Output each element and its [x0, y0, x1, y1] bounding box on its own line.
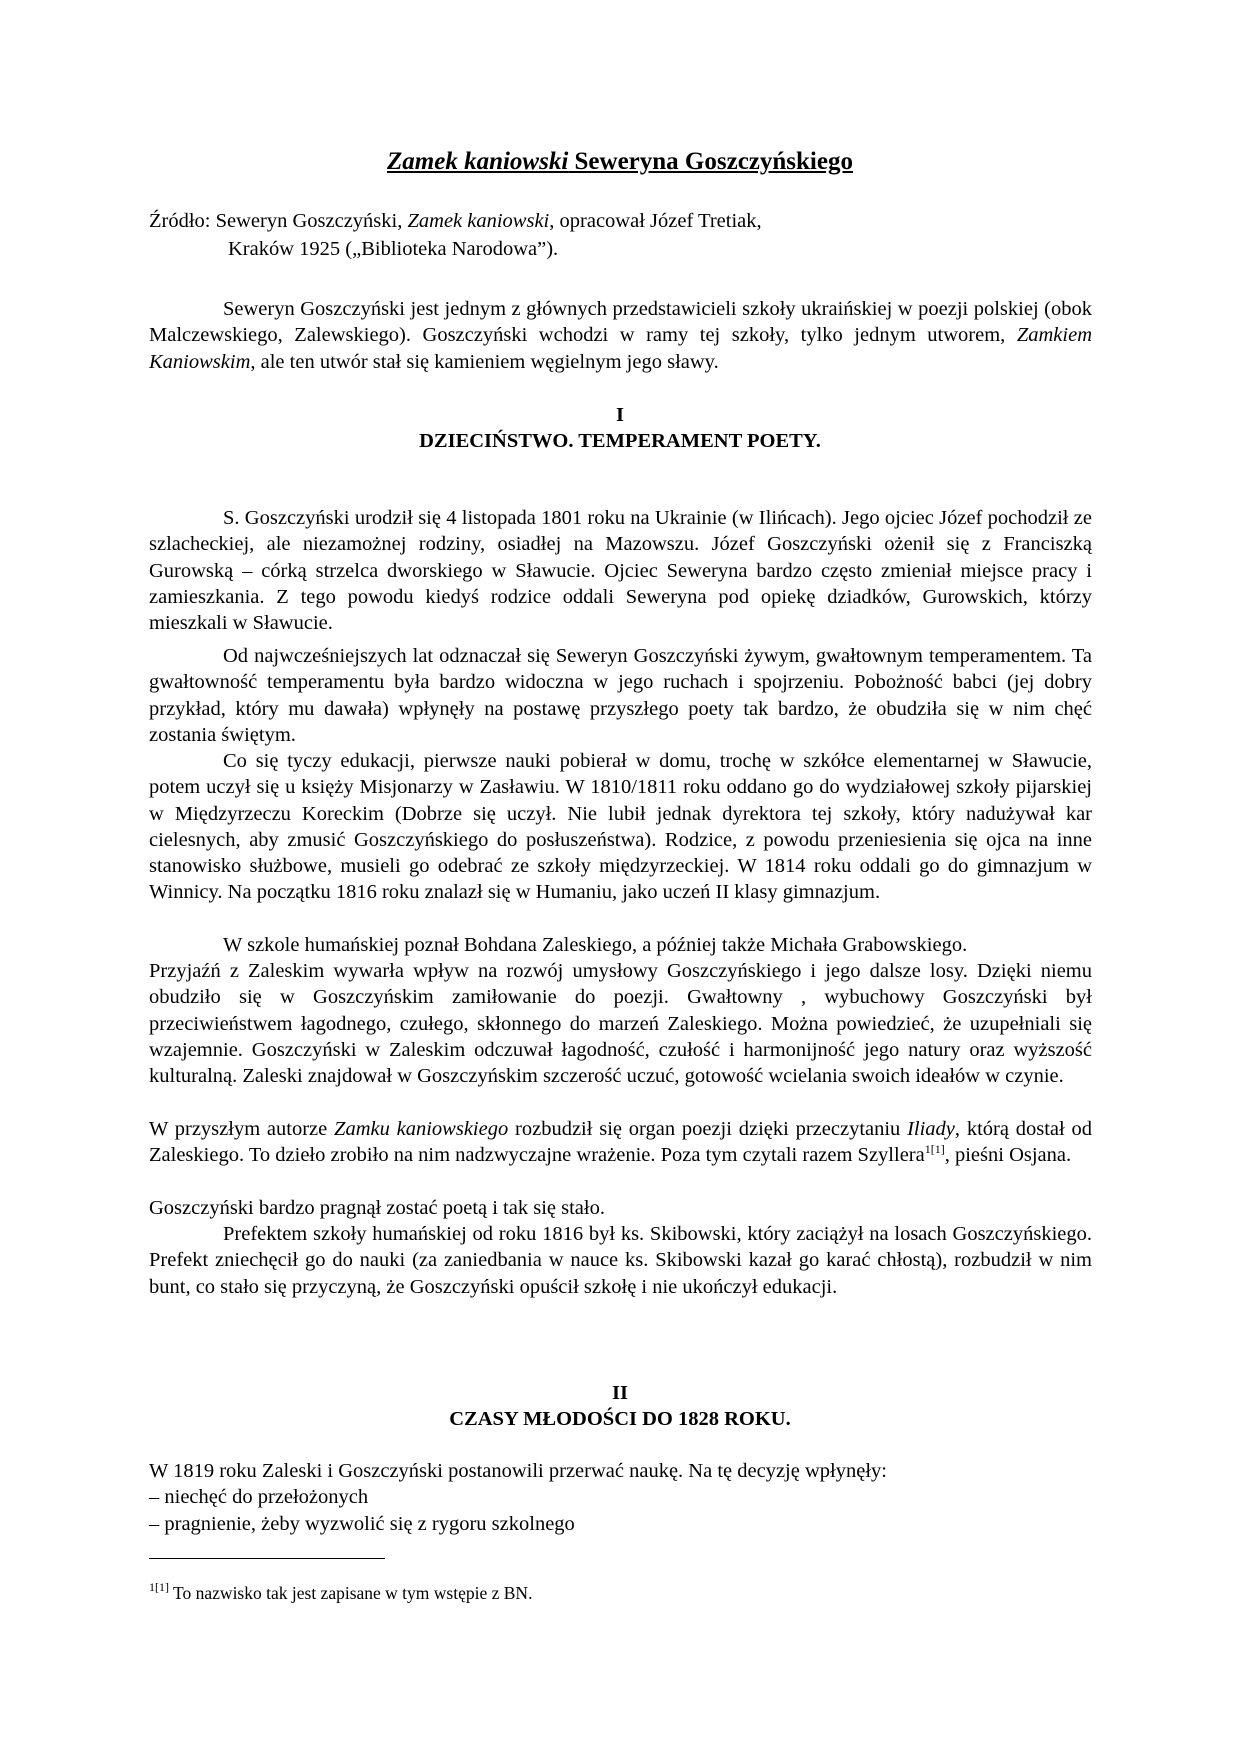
- source-line-2: Kraków 1925 („Biblioteka Narodowa”).: [228, 238, 559, 260]
- intro-text-a: Seweryn Goszczyński jest jednym z głównych przedstawicieli szkoły ukraińskiej w poezji polskiej (obok Malczewskiego, Zalewskiego). Goszczyński wchodzi w ramy tej szkoły, tylko jednym utworem,: [149, 298, 1092, 347]
- footnote: [149, 1580, 533, 1604]
- intro-italic: Zamkiem Kaniowskim: [149, 324, 1092, 373]
- p5-italic-2: Iliady: [907, 1118, 955, 1140]
- footnote-reference[interactable]: 1[1]: [924, 1142, 945, 1157]
- title-italic: Zamek kaniowski: [387, 148, 569, 175]
- section-1-paragraph-1: S. Goszczyński urodził się 4 listopada 1801 roku na Ukrainie (w Ilińcach). Jego ojciec Józef pochodził ze szlacheckiej, ale niezamożnej rodziny, osiadłej na Mazowszu. Józef Goszczyński ożenił się z Franciszką Gurowską – córką strzelca dworskiego w Sławucie. Ojciec Seweryna bardzo często zmieniał miejsce pracy i zamieszkania. Z tego powodu kiedyś rodzice oddali Seweryna pod opiekę dziadków, Gurowskich, którzy mieszkali w Sławucie.: [149, 507, 1092, 635]
- section-1-paragraph-2: Od najwcześniejszych lat odznaczał się Seweryn Goszczyński żywym, gwałtownym temperamentem. Ta gwałtowność temperamentu była bardzo widoczna w jego ruchach i spojrzeniu. Pobożność babci (jej dobry przykład, który mu dawała) wpłynęły na postawę przyszłego poety tak bardzo, że obudziła się w nim chęć zostania świętym.: [149, 645, 1092, 746]
- section-1-paragraph-7: Prefektem szkoły humańskiej od roku 1816 był ks. Skibowski, który zaciążył na losach Goszczyńskiego. Prefekt zniechęcił go do nauki (za zaniedbania w nauce ks. Skibowski kazał go karać chłostą), rozbudził w nim bunt, co stało się przyczyną, że Goszczyński opuścił szkołę i nie ukończył edukacji.: [149, 1223, 1092, 1298]
- p5-text-c: , którą dostał od Zaleskiego. To dzieło zrobiło na nim nadzwyczajne wrażenie. Poza tym czytali razem Szyllera: [149, 1118, 1092, 1167]
- source-work: Zamek kaniowski: [407, 210, 550, 232]
- section-1-paragraph-4-rest: Przyjaźń z Zaleskim wywarła wpływ na rozwój umysłowy Goszczyńskiego i jego dalsze losy. Dzięki niemu obudziło się w Goszczyńskim zamiłowanie do poezji. Gwałtowny , wybuchowy Goszczyński był przeciwieństwem łagodnego, czułego, skłonnego do marzeń Zaleskiego. Można powiedzieć, że uzupełniali się wzajemnie. Goszczyński w Zaleskim odczuwał łagodność, czułość i harmonijność jego natury oraz wyższość kulturalną. Zaleski znajdował w Goszczyńskim szczerość uczuć, gotowość wcielania swoich ideałów w czynie.: [149, 960, 1092, 1088]
- source-prefix: Źródło: Seweryn Goszczyński,: [149, 210, 408, 232]
- p5-text-d: , pieśni Osjana.: [944, 1144, 1072, 1167]
- section-2-numeral: II: [612, 1382, 628, 1404]
- intro-paragraph: [149, 296, 1092, 375]
- section-2-intro: W 1819 roku Zaleski i Goszczyński postanowili przerwać naukę. Na tę decyzję wpłynęły:: [149, 1460, 887, 1482]
- footnote-separator: [149, 1558, 385, 1559]
- source-line-1: [149, 208, 1099, 235]
- intro-text-b: , ale ten utwór stał się kamieniem węgielnym jego sławy.: [250, 350, 719, 373]
- footnote-text: To nazwisko tak jest zapisane w tym wstępie z BN.: [169, 1583, 533, 1603]
- section-1-heading: DZIECIŃSTWO. TEMPERAMENT POETY.: [419, 430, 821, 452]
- list-item: – niechęć do przełożonych: [149, 1486, 369, 1508]
- section-1-paragraph-4-first: W szkole humańskiej poznał Bohdana Zaleskiego, a później także Michała Grabowskiego.: [223, 934, 968, 956]
- p5-text-b: rozbudził się organ poezji dzięki przeczytaniu: [508, 1118, 908, 1140]
- section-1-numeral: I: [616, 404, 624, 426]
- document-title: [0, 148, 1240, 176]
- source-suffix: , opracował Józef Tretiak,: [549, 210, 762, 232]
- list-item: – pragnienie, żeby wyzwolić się z rygoru szkolnego: [149, 1513, 575, 1535]
- section-1-paragraph-5: [149, 1116, 1092, 1169]
- title-rest: Seweryna Goszczyńskiego: [568, 148, 853, 175]
- section-1-paragraph-6: Goszczyński bardzo pragnął zostać poetą i tak się stało.: [149, 1197, 605, 1219]
- p5-text-a: W przyszłym autorze: [149, 1118, 335, 1140]
- footnote-mark: 1[1]: [149, 1580, 169, 1594]
- section-2-heading: CZASY MŁODOŚCI DO 1828 ROKU.: [449, 1408, 791, 1430]
- section-1-paragraph-3: Co się tyczy edukacji, pierwsze nauki pobierał w domu, trochę w szkółce elementarnej w Sławucie, potem uczył się u księży Misjonarzy w Zasławiu. W 1810/1811 roku oddano go do wydziałowej szkoły pijarskiej w Międzyrzeczu Koreckim (Dobrze się uczył. Nie lubił jednak dyrektora tej szkoły, który nadużywał kar cielesnych, aby zmusić Goszczyńskiego do posłuszeństwa). Rodzice, z powodu przeniesienia się ojca na inne stanowisko służbowe, musieli go odebrać ze szkoły międzyrzeckiej. W 1814 roku oddali go do gimnazjum w Winnicy. Na początku 1816 roku znalazł się w Humaniu, jako uczeń II klasy gimnazjum.: [149, 750, 1092, 904]
- p5-italic-1: Zamku kaniowskiego: [334, 1118, 509, 1140]
